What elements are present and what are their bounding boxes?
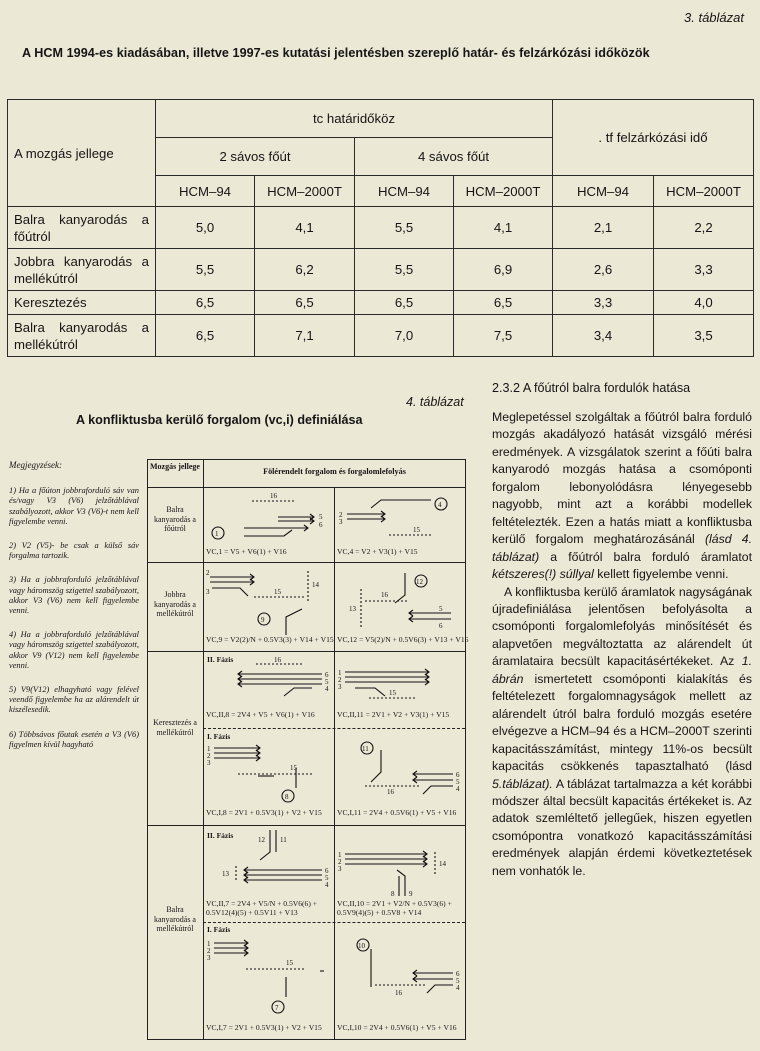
svg-text:16: 16 xyxy=(274,656,281,664)
table3-header-movement: A mozgás jellege xyxy=(8,100,156,207)
notes xyxy=(9,460,139,764)
phase-label: I. Fázis xyxy=(207,732,231,741)
svg-text:16: 16 xyxy=(387,788,394,796)
svg-text:5: 5 xyxy=(456,977,460,985)
formula: VC,II,8 = 2V4 + V5 + V6(1) + V16 xyxy=(206,710,315,719)
table3-header-tc: tc határidőköz xyxy=(156,100,553,138)
svg-text:3: 3 xyxy=(206,588,210,596)
flow-diagram-4 xyxy=(335,488,465,562)
svg-text:2: 2 xyxy=(339,511,343,519)
svg-text:1: 1 xyxy=(207,745,211,753)
table3-cell: 6,5 xyxy=(255,291,355,315)
note: 2) V2 (V5)- be csak a külső sáv forgalma tartozik. xyxy=(9,541,139,561)
phase-divider xyxy=(203,728,465,729)
table3-label: 3. táblázat xyxy=(684,10,744,25)
svg-text:14: 14 xyxy=(312,581,319,589)
table3-row-label: Keresztezés xyxy=(8,291,156,315)
svg-text:1: 1 xyxy=(207,940,211,948)
svg-text:2: 2 xyxy=(207,752,211,760)
table3-cell: 5,5 xyxy=(355,249,454,291)
formula: VC,II,7 = 2V4 + V5/N + 0.5V6(6) + 0.5V12(4)(5) + 0.5V11 + V13 xyxy=(206,899,318,917)
table-row xyxy=(8,291,754,315)
table3-header-tf: . tf felzárkózási idő xyxy=(553,100,754,176)
svg-text:8: 8 xyxy=(285,793,289,801)
table3-header-hcm94: HCM–94 xyxy=(156,176,255,207)
svg-text:5: 5 xyxy=(319,513,323,521)
svg-text:9: 9 xyxy=(261,616,265,624)
svg-text:16: 16 xyxy=(395,989,402,997)
svg-text:6: 6 xyxy=(439,622,443,630)
svg-text:3: 3 xyxy=(207,954,211,962)
table3-cell: 6,5 xyxy=(156,315,255,357)
svg-text:12: 12 xyxy=(258,836,265,844)
svg-text:6: 6 xyxy=(325,671,329,679)
text: A táblázat tartalmazza a két korábbi módszer által becsült kapacitás értékeket is. Az adatok szemléltető jellegűek, hiszen egyetlen csomópontra vonatkozó kapacitásszámítási eredmények alapján érdemi következtetések nem vonhatók le. xyxy=(492,776,752,878)
text: ismertetett csomóponti kialakítás és feltételezett forgalomnagyságok mellett az alárendelt útról balra forduló mozgás esetére elvégezve a HCM–94 és a HCM–2000T szerinti kapacitásszámítást, mintegy 11%-os becsült kapacitás csökkenés tapasztalható (lásd xyxy=(492,671,753,774)
svg-text:15: 15 xyxy=(286,959,293,967)
svg-text:11: 11 xyxy=(362,745,369,753)
table3-cell: 2,2 xyxy=(654,207,754,249)
formula: VC,1 = V5 + V6(1) + V16 xyxy=(206,547,287,556)
table-row xyxy=(8,249,754,291)
flow-diagram-8-phase1 xyxy=(204,730,334,825)
flow-diagram-12 xyxy=(335,563,469,651)
table3-header-hcm2000: HCM–2000T xyxy=(654,176,754,207)
table4-label: 4. táblázat xyxy=(406,395,464,409)
table3-row-label: Balra kanyarodás a főútról xyxy=(8,207,156,249)
table3-row-label: Balra kanyarodás a mellékútról xyxy=(8,315,156,357)
svg-text:15: 15 xyxy=(389,689,396,697)
svg-text:5: 5 xyxy=(325,678,329,686)
svg-text:11: 11 xyxy=(280,836,287,844)
table3-cell: 3,4 xyxy=(553,315,654,357)
flow-diagram-1 xyxy=(204,488,334,562)
svg-text:3: 3 xyxy=(338,865,342,873)
svg-text:2: 2 xyxy=(338,676,342,684)
movement-label: Keresztezés a mellékútról xyxy=(153,718,197,737)
movement-label: Balra kanyarodás a mellékútról xyxy=(154,905,196,933)
phase-label: II. Fázis xyxy=(207,831,234,840)
svg-text:5: 5 xyxy=(456,778,460,786)
note: 3) Ha a jobbraforduló jelzőtáblával vagy háromszög szigettel szabályozott, akkor V3 (V6) nem kell figyelembe venni. xyxy=(9,575,139,616)
phase-label: I. Fázis xyxy=(207,925,231,934)
table3-title: A HCM 1994-es kiadásában, illetve 1997-es kutatási jelentésben szereplő határ- és felzárkózási időközök xyxy=(22,46,650,60)
table3-cell: 4,1 xyxy=(255,207,355,249)
table3-cell: 2,6 xyxy=(553,249,654,291)
svg-text:15: 15 xyxy=(413,526,420,534)
flow-diagram-11-phase2 xyxy=(335,652,465,728)
table3-cell: 7,0 xyxy=(355,315,454,357)
svg-text:3: 3 xyxy=(338,683,342,691)
table3-cell: 6,5 xyxy=(355,291,454,315)
table3-cell: 5,0 xyxy=(156,207,255,249)
table3-cell: 7,5 xyxy=(454,315,553,357)
formula: VC,9 = V2(2)/N + 0.5V3(3) + V14 + V15 xyxy=(206,635,334,644)
table3-cell: 7,1 xyxy=(255,315,355,357)
table3-header-2lane: 2 sávos főút xyxy=(156,138,355,176)
phase-label: II. Fázis xyxy=(207,655,234,664)
movement-label: Balra kanyarodás a főútról xyxy=(154,505,196,533)
formula: VC,4 = V2 + V3(1) + V15 xyxy=(337,547,418,556)
svg-text:1: 1 xyxy=(338,851,342,859)
table3-cell: 3,5 xyxy=(654,315,754,357)
table3-cell: 4,0 xyxy=(654,291,754,315)
svg-text:16: 16 xyxy=(270,492,277,500)
table-row xyxy=(8,315,754,357)
svg-text:1: 1 xyxy=(338,669,342,677)
text: A konfliktusba kerülő áramlatok nagyságának újradefiniálása jelentősen befolyásolta a csomóponti forgalomlefolyás minősítését és alapvetően megváltoztatta az alárendelt út áramlataira becsült kapacitásértékeket. Az xyxy=(492,584,752,669)
section-heading: 2.3.2 A főútról balra fordulók hatása xyxy=(492,381,691,395)
svg-text:5: 5 xyxy=(325,874,329,882)
text: a főútról balra forduló áramlatot xyxy=(550,549,752,564)
formula: VC,I,11 = 2V4 + 0.5V6(1) + V5 + V16 xyxy=(337,808,457,817)
table3-cell: 5,5 xyxy=(355,207,454,249)
svg-text:4: 4 xyxy=(456,785,460,793)
table3-header-hcm94: HCM–94 xyxy=(355,176,454,207)
svg-text:2: 2 xyxy=(338,858,342,866)
svg-text:4: 4 xyxy=(325,685,329,693)
table3-row-label: Jobbra kanyarodás a mellékútról xyxy=(8,249,156,291)
svg-text:16: 16 xyxy=(381,591,388,599)
flow-diagram-10-phase2 xyxy=(335,826,465,922)
table3-header-hcm94: HCM–94 xyxy=(553,176,654,207)
formula: VC,II,11 = 2V1 + V2 + V3(1) + V15 xyxy=(337,710,450,719)
table-row xyxy=(8,207,754,249)
table3-cell: 6,5 xyxy=(156,291,255,315)
note: 6) Többsávos főutak esetén a V3 (V6) figyelmen kívül hagyható xyxy=(9,729,139,749)
table4-diagram xyxy=(147,459,469,1040)
text: kellett figyelembe venni. xyxy=(597,567,729,582)
flow-diagram-11-phase1 xyxy=(335,730,465,825)
table4-title: A konfliktusba kerülő forgalom (vc,i) definiálása xyxy=(76,413,363,427)
svg-text:13: 13 xyxy=(222,870,229,878)
emphasis: kétszeres(!) súllyal xyxy=(492,567,594,582)
table3-header-4lane: 4 sávos főút xyxy=(355,138,553,176)
table3 xyxy=(7,99,754,357)
notes-title: Megjegyzések: xyxy=(9,460,62,470)
reference: 1. ábrán xyxy=(492,654,753,686)
paragraph xyxy=(492,584,752,881)
table3-cell: 3,3 xyxy=(654,249,754,291)
svg-text:13: 13 xyxy=(349,605,356,613)
svg-text:6: 6 xyxy=(319,521,323,529)
table4-head-flows: Fölérendelt forgalom és forgalomlefolyás xyxy=(263,467,406,476)
svg-text:4: 4 xyxy=(325,881,329,889)
formula: VC,I,10 = 2V4 + 0.5V6(1) + V5 + V16 xyxy=(337,1023,457,1032)
svg-text:7: 7 xyxy=(275,1004,279,1012)
svg-text:2: 2 xyxy=(206,569,210,577)
svg-text:4: 4 xyxy=(438,501,442,509)
formula: VC,I,7 = 2V1 + 0.5V3(1) + V2 + V15 xyxy=(206,1023,322,1032)
svg-text:3: 3 xyxy=(339,518,343,526)
table3-cell: 3,3 xyxy=(553,291,654,315)
svg-text:9: 9 xyxy=(409,890,413,898)
table3-cell: 2,1 xyxy=(553,207,654,249)
flow-diagram-9 xyxy=(204,563,334,651)
text: Meglepetéssel szolgáltak a főútról balra forduló mozgás akadályozó hatását vizsgáló mérési eredmények. A vizsgálatok szerint a főúti balra kanyarodó mozgás hatása a csomóponti forgalom lebonyolódásra lényegesebb nagyobb, mint azt a korábbi modellek feltételezték. Ezen a hatás miatt a konfliktusba kerülő forgalom meghatározásánál xyxy=(492,410,752,547)
table3-cell: 5,5 xyxy=(156,249,255,291)
table3-header-hcm2000: HCM–2000T xyxy=(454,176,553,207)
svg-text:12: 12 xyxy=(416,578,423,586)
table3-cell: 6,5 xyxy=(454,291,553,315)
svg-text:1: 1 xyxy=(215,530,219,538)
note: 5) V9(V12) elhagyható vagy felével veendő figyelembe ha az alárendelt út kiszélesedik. xyxy=(9,685,139,715)
movement-label: Jobbra kanyarodás a mellékútról xyxy=(154,590,196,618)
section-body xyxy=(492,409,752,880)
formula: VC,II,10 = 2V1 + V2/N + 0.5V3(6) + 0.5V9(4)(5) + 0.5V8 + V14 xyxy=(337,899,452,917)
svg-text:3: 3 xyxy=(207,759,211,767)
svg-text:4: 4 xyxy=(456,984,460,992)
note: 1) Ha a főúton jobbraforduló sáv van és/vagy V3 (V6) jelzőtáblával szabályozott, akkor V3 (V6)-t nem kell figyelembe venni. xyxy=(9,486,139,526)
svg-text:2: 2 xyxy=(207,947,211,955)
table3-cell: 4,1 xyxy=(454,207,553,249)
flow-diagram-10-phase1 xyxy=(335,923,465,1039)
flow-diagram-7-phase2 xyxy=(204,826,334,922)
flow-diagram-7-phase1 xyxy=(204,923,334,1039)
svg-text:15: 15 xyxy=(274,588,281,596)
svg-text:5: 5 xyxy=(439,605,443,613)
svg-text:15: 15 xyxy=(290,764,297,772)
formula: VC,12 = V5(2)/N + 0.5V6(3) + V13 + V16 xyxy=(337,635,469,644)
svg-text:6: 6 xyxy=(325,867,329,875)
reference: (lásd 4. táblázat) xyxy=(492,532,753,564)
svg-text:10: 10 xyxy=(358,942,365,950)
svg-text:8: 8 xyxy=(391,890,395,898)
formula: VC,I,8 = 2V1 + 0.5V3(1) + V2 + V15 xyxy=(206,808,322,817)
reference: 5.táblázat). xyxy=(492,776,553,791)
flow-diagram-8-phase2 xyxy=(204,652,334,728)
table3-cell: 6,9 xyxy=(454,249,553,291)
paragraph xyxy=(492,409,752,584)
svg-text:6: 6 xyxy=(456,970,460,978)
svg-text:14: 14 xyxy=(439,860,446,868)
table3-cell: 6,2 xyxy=(255,249,355,291)
table3-header-hcm2000: HCM–2000T xyxy=(255,176,355,207)
note: 4) Ha a jobbraforduló jelzőtáblával vagy háromszög szigettel szabályozott, akkor V9 (V12) nem kell figyelembe venni. xyxy=(9,630,139,670)
svg-text:6: 6 xyxy=(456,771,460,779)
table4-head-movement: Mozgás jellege xyxy=(150,462,200,471)
